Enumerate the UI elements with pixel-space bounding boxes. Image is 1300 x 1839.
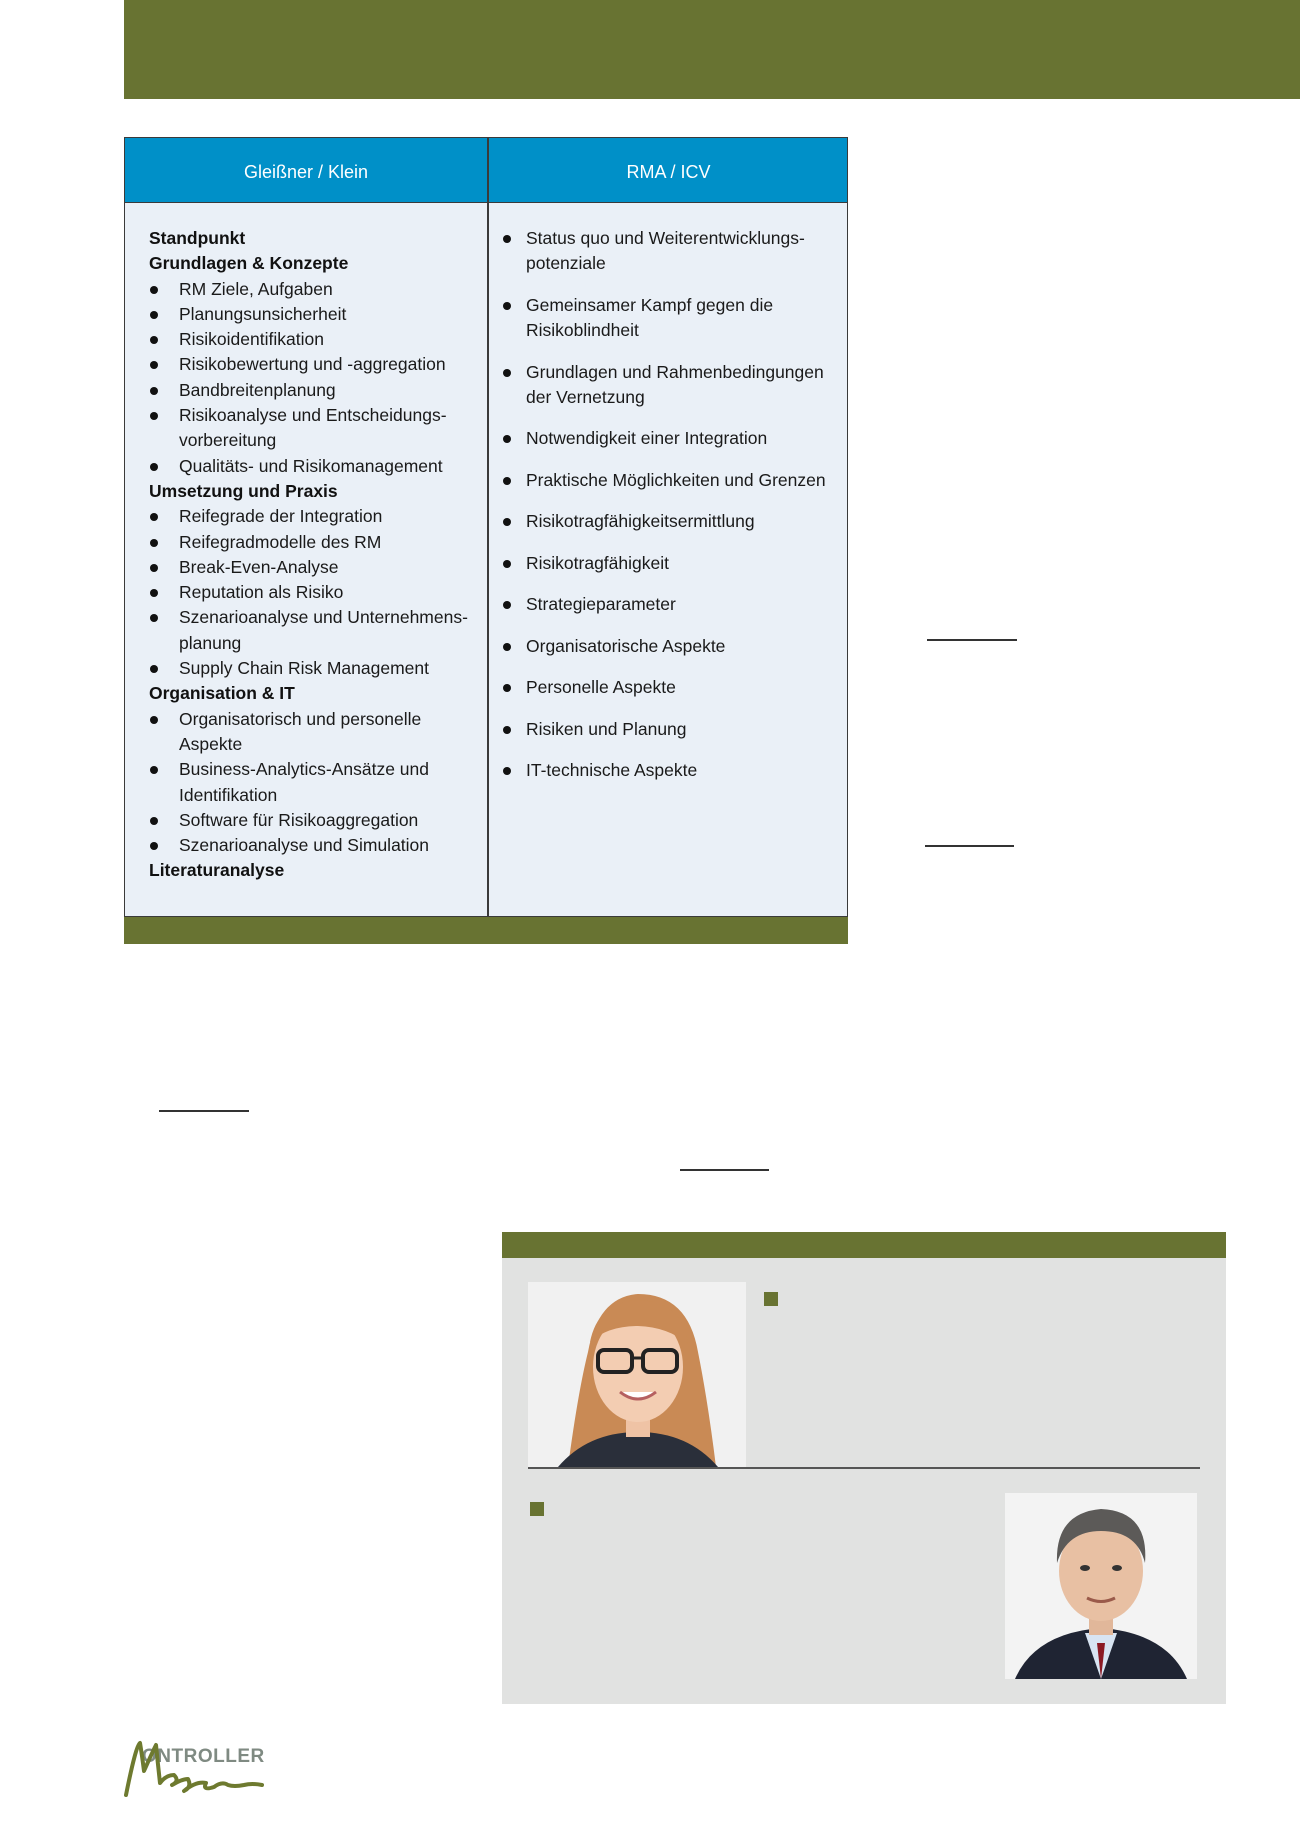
header-left: Gleißner / Klein — [243, 162, 369, 182]
section-heading: Umsetzung und Praxis — [149, 480, 338, 501]
bullet-icon — [150, 361, 158, 369]
list-item: IT-technische Aspekte — [495, 758, 845, 783]
list-item: Risikotragfähigkeitsermittlung — [495, 509, 845, 534]
section-heading: Standpunkt — [149, 228, 246, 248]
bullet-icon — [503, 601, 511, 609]
list-item: Szenarioanalyse und Simulation — [149, 833, 479, 858]
bullet-icon — [150, 311, 158, 319]
bullet-icon — [150, 766, 158, 774]
author-box — [502, 1232, 1226, 1704]
bullet-icon — [503, 518, 511, 526]
list-item: Strategieparameter — [495, 592, 845, 617]
list-item: RM Ziele, Aufgaben — [149, 277, 479, 302]
left-column — [149, 226, 479, 884]
author-photo-woman — [528, 1282, 746, 1467]
column-divider — [487, 138, 489, 916]
bullet-icon — [150, 842, 158, 850]
controller-magazin-logo — [122, 1735, 282, 1801]
list-item: Notwendigkeit einer Integration — [495, 426, 845, 451]
section-heading: Organisation & IT — [149, 683, 295, 704]
footnote-rule — [927, 639, 1017, 641]
list-item: Grundlagen und Rahmenbedingungen der Vernetzung — [495, 360, 845, 411]
list-item: Bandbreitenplanung — [149, 378, 479, 403]
list-item: Personelle Aspekte — [495, 675, 845, 700]
table-header — [125, 138, 847, 203]
list-item: Szenarioanalyse und Unternehmens- planung — [149, 605, 479, 656]
list-item: Organisatorisch und personelle Aspekte — [149, 707, 479, 758]
bullet-square-icon — [764, 1292, 778, 1306]
bullet-icon — [503, 435, 511, 443]
bullet-icon — [150, 412, 158, 420]
header-right: RMA / ICV — [626, 162, 711, 182]
bullet-icon — [150, 665, 158, 673]
bullet-icon — [503, 684, 511, 692]
list-item: Reputation als Risiko — [149, 580, 479, 605]
bullet-icon — [503, 369, 511, 377]
author-box-band — [502, 1232, 1226, 1258]
list-item: Praktische Möglichkeiten und Grenzen — [495, 468, 845, 493]
author-divider — [528, 1467, 1200, 1469]
svg-text:ONTROLLER: ONTROLLER — [142, 1746, 265, 1767]
bullet-icon — [503, 560, 511, 568]
list-item: Software für Risikoaggregation — [149, 808, 479, 833]
bullet-icon — [150, 539, 158, 547]
list-item: Reifegradmodelle des RM — [149, 530, 479, 555]
bullet-icon — [150, 387, 158, 395]
bullet-icon — [150, 336, 158, 344]
bullet-square-icon — [530, 1502, 544, 1516]
footnote-rule — [925, 845, 1014, 847]
bullet-icon — [503, 726, 511, 734]
list-item: Risikoanalyse und Entscheidungs- vorbereitung — [149, 403, 479, 454]
list-item: Risiken und Planung — [495, 717, 845, 742]
footnote-rule — [680, 1169, 769, 1171]
list-item: Risikobewertung und -aggregation — [149, 352, 479, 377]
bullet-icon — [503, 477, 511, 485]
bullet-icon — [150, 286, 158, 294]
list-item: Risikoidentifikation — [149, 327, 479, 352]
section-heading: Grundlagen & Konzepte — [149, 253, 349, 274]
bullet-icon — [150, 817, 158, 825]
list-item: Break-Even-Analyse — [149, 555, 479, 580]
bullet-icon — [503, 235, 511, 243]
author-photo-man — [1005, 1493, 1197, 1679]
footnote-rule — [159, 1110, 249, 1112]
bullet-icon — [150, 589, 158, 597]
section-heading: Literaturanalyse — [149, 860, 285, 881]
bullet-icon — [503, 767, 511, 775]
bullet-icon — [150, 513, 158, 521]
header-band — [124, 0, 1300, 99]
list-item: Organisatorische Aspekte — [495, 634, 845, 659]
bullet-icon — [150, 716, 158, 724]
table-footer-band — [124, 917, 848, 944]
list-item: Risikotragfähigkeit — [495, 551, 845, 576]
bullet-icon — [503, 302, 511, 310]
list-item: Qualitäts- und Risikomanagement — [149, 454, 479, 479]
right-column — [495, 226, 845, 800]
bullet-icon — [150, 564, 158, 572]
list-item: Supply Chain Risk Management — [149, 656, 479, 681]
bullet-icon — [503, 643, 511, 651]
comparison-table — [124, 137, 848, 917]
list-item: Gemeinsamer Kampf gegen die Risikoblindheit — [495, 293, 845, 344]
list-item: Planungsunsicherheit — [149, 302, 479, 327]
bullet-icon — [150, 614, 158, 622]
list-item: Status quo und Weiterentwicklungs- potenziale — [495, 226, 845, 277]
bullet-icon — [150, 463, 158, 471]
list-item: Business-Analytics-Ansätze und Identifikation — [149, 757, 479, 808]
list-item: Reifegrade der Integration — [149, 504, 479, 529]
